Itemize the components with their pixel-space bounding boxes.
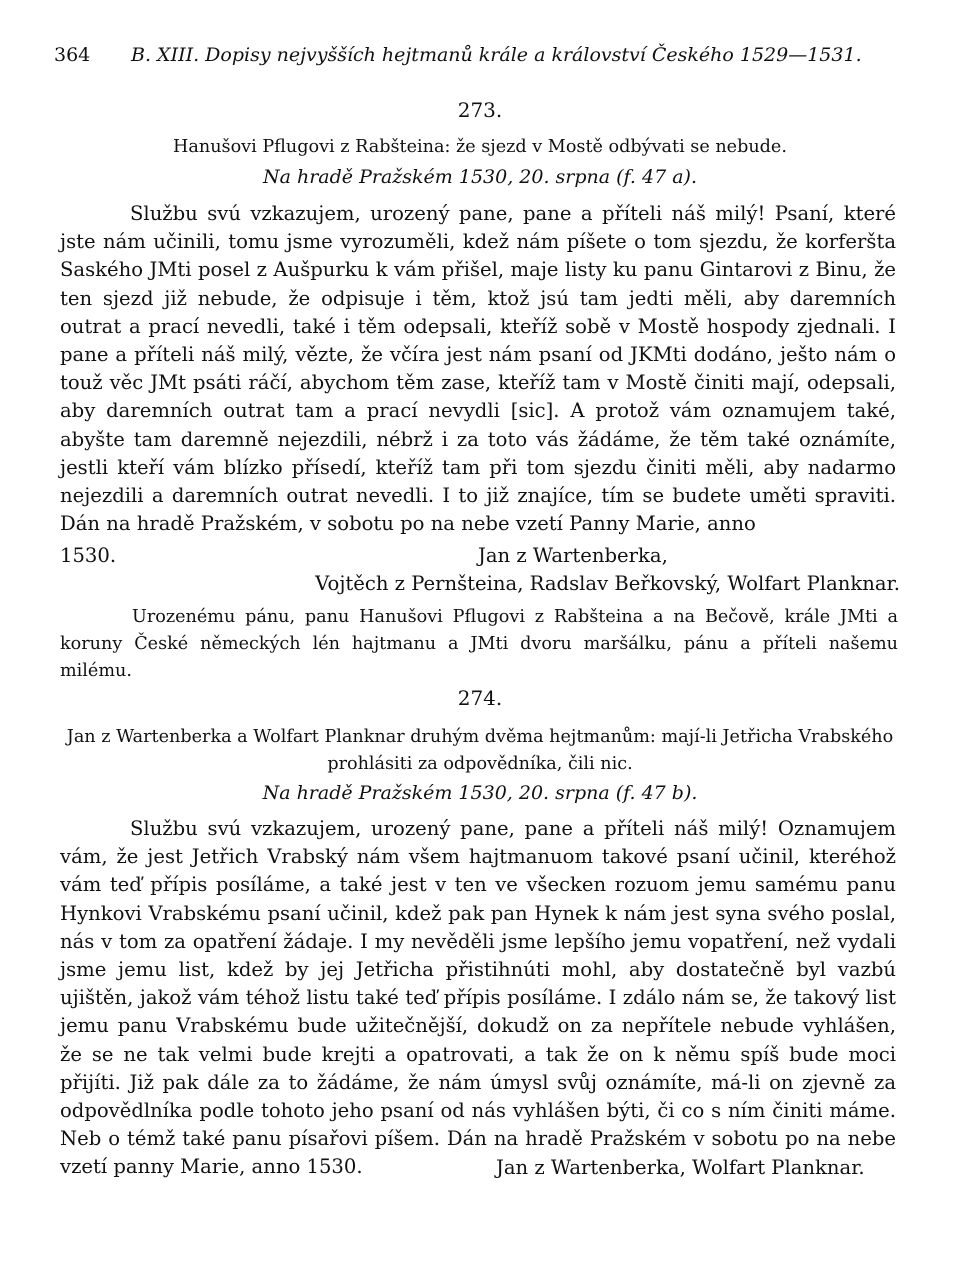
letter-text: Službu svú vzkazujem, urozený pane, pane a příteli náš milý! Oznamujem vám, že jest Jetřich Vrabský nám všem hajtmanuom takové psaní učinil, kteréhož vám teď přípis posíláme, a také jest v ten ve všecken rozuom jemu samému panu Hynkovi Vrabskému psaní učinil, kdež pak pan Hynek k nám jest syna svého poslal, nás v tom za opatření žádaje. I my nevěděli jsme lepšího jemu vopatření, než vydali jsme jemu list, kdež by jej Jetřicha přistihnúti mohl, aby dostatečně byl vazbú ujištěn, jakož vám téhož listu také teď přípis posíláme. I zdálo nám se, že takový list jemu panu Vrabskému bude užitečnější, dokudž on za nepřítele nebude vyhlášen, že se ne tak velmi bude krejti a opatrovati, a tak že on k němu spíš bude moci přijíti. Již pak dále za to žádáme, že nám úmysl svůj oznámíte, má-li on zjevně za odpovědlníka podle tohoto jeho psaní od nás vyhlášen býti, či co s ním činiti máme. Neb o témž také panu písařovi píšem. Dán na hradě Pražském v sobotu po na nebe vzetí panny Marie, anno 1530.	[60, 817, 896, 1179]
letter-text: Službu svú vzkazujem, urozený pane, pane a příteli náš milý! Psaní, které jste nám učinili, tomu jsme vyrozuměli, kdež nám píšete o tom sjezdu, že korferšta Saského JMti posel z Aušpurku k vám přišel, maje listy ku panu Gintarovi z Binu, že ten sjezd již nebude, že odpisuje i těm, ktož jsú tam jedti měli, aby daremních outrat a prací nevedli, také i těm odepsali, kteříž sobě v Mostě hospody zjednali. I pane a příteli náš milý, vězte, že včíra jest nám psaní od JKMti dodáno, ješto nám o touž věc JMt psáti ráčí, abychom těm zase, kteříž tam v Mostě činiti mají, odepsali, aby daremních outrat tam a prací nevydli [sic]. A protož vám oznamujem také, abyšte tam daremně nejezdili, nébrž i za toto vás žádáme, že těm také oznámíte, jestli kteří vám blízko přísedí, kteříž tam při tom sjezdu činiti měli, aby nadarmo nejezdili a daremních outrat nevedli. I to již znajíce, tím se budete uměti spraviti. Dán na hradě Pražském, v sobotu po na nebe vzetí Panny Marie, anno	[60, 202, 896, 536]
letter-dateline: Na hradě Pražském 1530, 20. srpna (f. 47 b).	[262, 782, 698, 804]
address-text: Urozenému pánu, panu Hanušovi Pflugovi z Rabšteina a na Bečově, krále JMti a koruny České německých lén hajtmanu a JMti dvoru maršálku, pánu a příteli našemu milému.	[60, 607, 898, 681]
letter-signature: Jan z Wartenberka, Wolfart Planknar.	[496, 1156, 865, 1179]
letter-signature: Jan z Wartenberka,	[478, 544, 668, 567]
letter-number: 274.	[457, 686, 503, 710]
letter-summary	[60, 724, 900, 778]
letter-summary: Hanušovi Pflugovi z Rabšteina: že sjezd v Mostě odbývati se nebude.	[173, 137, 787, 157]
summary-line: Jan z Wartenberka a Wolfart Planknar druhým dvěma hejtmanům: mají-li Jetřicha Vrabského	[66, 727, 894, 747]
letter-body	[60, 200, 896, 538]
summary-line: prohlásiti za odpovědníka, čili nic.	[327, 754, 633, 774]
letter-signature-cosigners: Vojtěch z Pernšteina, Radslav Beřkovský, Wolfart Planknar.	[315, 572, 900, 595]
letter-dateline: Na hradě Pražském 1530, 20. srpna (f. 47 a).	[263, 166, 697, 188]
letter-body	[60, 815, 896, 1182]
letter-number: 273.	[457, 98, 503, 122]
running-title: B. XIII. Dopisy nejvyšších hejtmanů krále a království Českého 1529—1531.	[131, 44, 862, 66]
page-header	[54, 44, 900, 74]
letter-year: 1530.	[60, 544, 117, 567]
page-number: 364	[54, 44, 91, 66]
letter-address	[60, 604, 898, 685]
